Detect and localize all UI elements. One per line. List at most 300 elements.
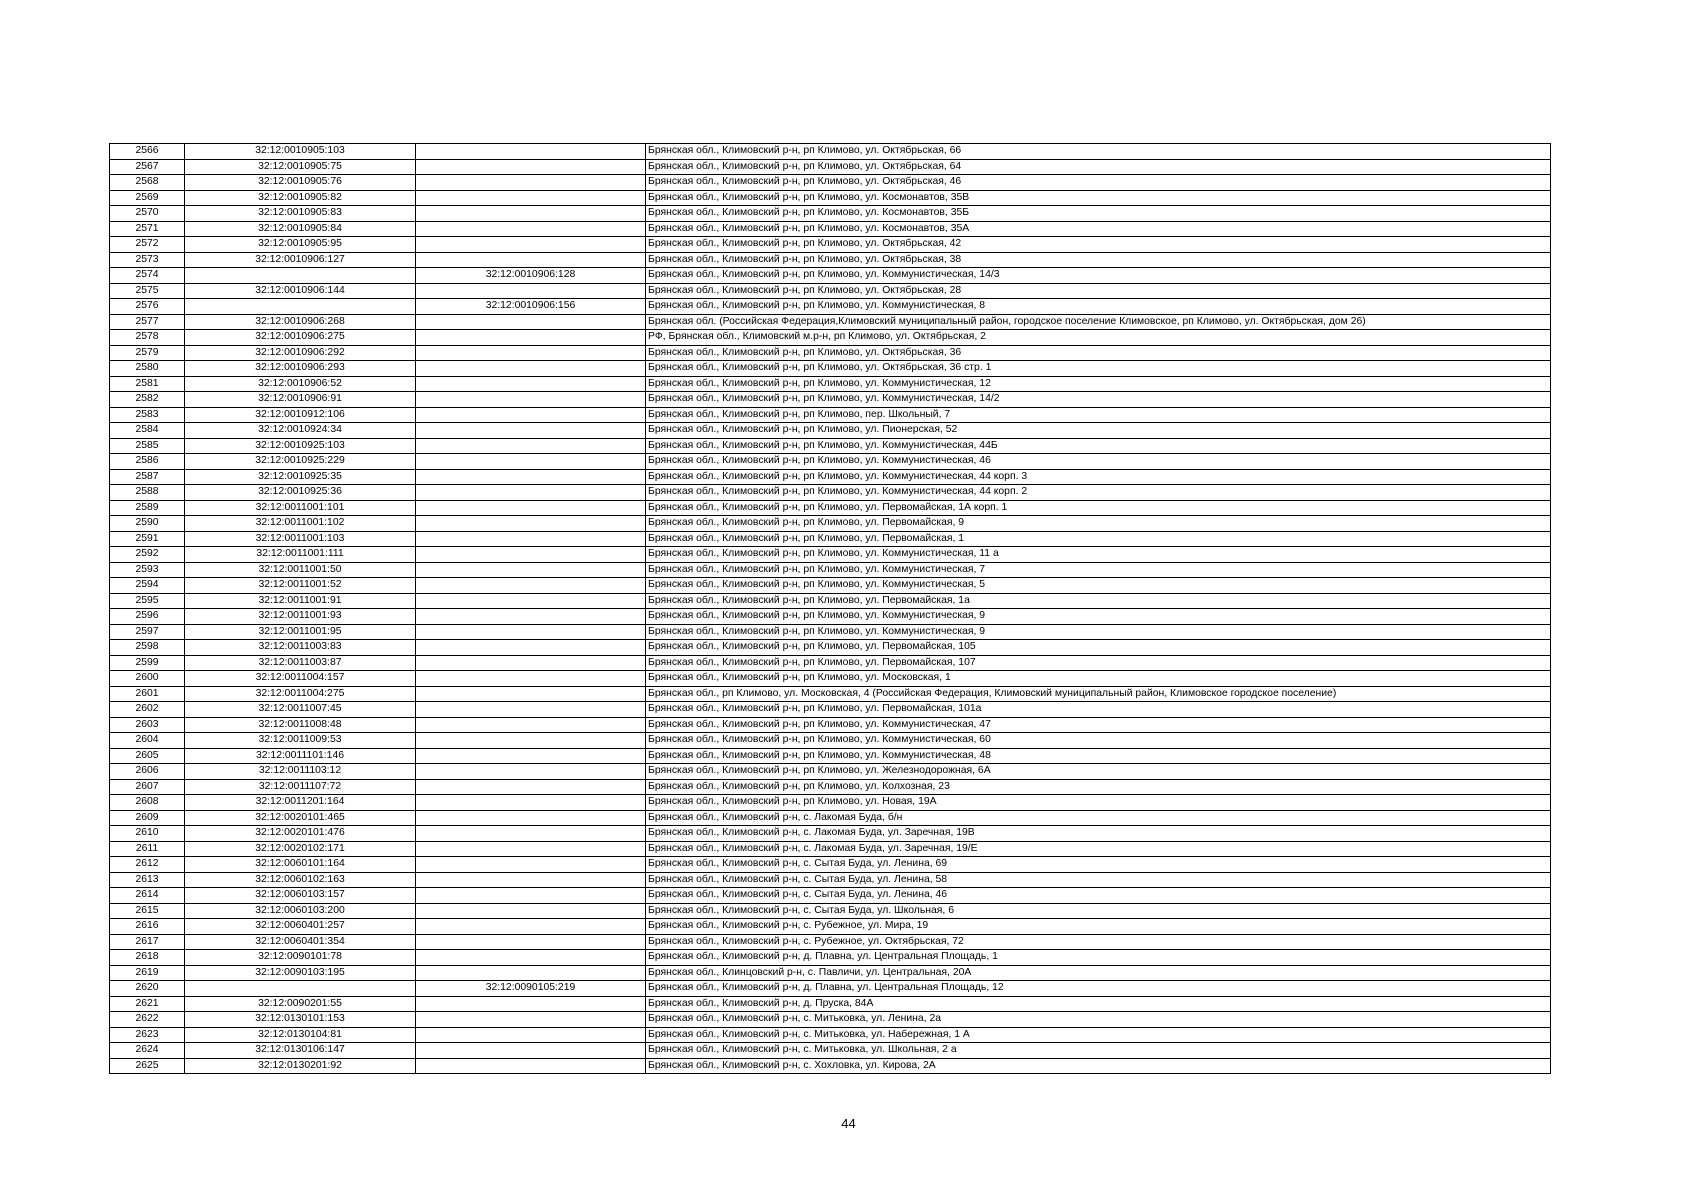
row-number-cell: 2624	[110, 1043, 185, 1059]
row-number-cell: 2579	[110, 345, 185, 361]
address-cell: Брянская обл., Климовский р-н, с. Митьковка, ул. Набережная, 1 А	[646, 1027, 1551, 1043]
table-row	[110, 841, 1551, 857]
cadastral-number-cell: 32:12:0011003:83	[185, 640, 416, 656]
address-cell: Брянская обл., Климовский р-н, рп Климово, ул. Октябрьская, 46	[646, 175, 1551, 191]
cadastral-number-cell: 32:12:0010925:36	[185, 485, 416, 501]
secondary-cadastral-cell	[416, 888, 646, 904]
secondary-cadastral-cell	[416, 609, 646, 625]
table-row	[110, 795, 1551, 811]
cadastral-number-cell: 32:12:0130101:153	[185, 1012, 416, 1028]
address-cell: Брянская обл., Климовский р-н, рп Климово, ул. Октябрьская, 38	[646, 252, 1551, 268]
row-number-cell: 2580	[110, 361, 185, 377]
address-cell: Брянская обл., Климовский р-н, рп Климово, ул. Коммунистическая, 11 а	[646, 547, 1551, 563]
secondary-cadastral-cell: 32:12:0010906:128	[416, 268, 646, 284]
address-cell: Брянская обл., Климовский р-н, рп Климово, ул. Первомайская, 101а	[646, 702, 1551, 718]
cadastral-number-cell: 32:12:0010925:229	[185, 454, 416, 470]
secondary-cadastral-cell	[416, 237, 646, 253]
address-cell: Брянская обл., Клинцовский р-н, с. Павличи, ул. Центральная, 20А	[646, 965, 1551, 981]
secondary-cadastral-cell	[416, 779, 646, 795]
secondary-cadastral-cell	[416, 314, 646, 330]
secondary-cadastral-cell	[416, 857, 646, 873]
address-cell: Брянская обл., Климовский р-н, д. Пруска, 84А	[646, 996, 1551, 1012]
secondary-cadastral-cell	[416, 841, 646, 857]
secondary-cadastral-cell	[416, 764, 646, 780]
address-cell: Брянская обл., Климовский р-н, рп Климово, ул. Коммунистическая, 44Б	[646, 438, 1551, 454]
cadastral-number-cell: 32:12:0020101:465	[185, 810, 416, 826]
table-row	[110, 1058, 1551, 1074]
secondary-cadastral-cell	[416, 872, 646, 888]
table-row	[110, 547, 1551, 563]
secondary-cadastral-cell	[416, 407, 646, 423]
row-number-cell: 2566	[110, 144, 185, 160]
table-row	[110, 655, 1551, 671]
row-number-cell: 2588	[110, 485, 185, 501]
secondary-cadastral-cell	[416, 438, 646, 454]
address-cell: Брянская обл., Климовский р-н, с. Сытая Буда, ул. Ленина, 69	[646, 857, 1551, 873]
address-cell: Брянская обл., Климовский р-н, рп Климово, ул. Коммунистическая, 46	[646, 454, 1551, 470]
table-row	[110, 950, 1551, 966]
table-row	[110, 299, 1551, 315]
table-row	[110, 810, 1551, 826]
secondary-cadastral-cell	[416, 1012, 646, 1028]
cadastral-number-cell: 32:12:0130106:147	[185, 1043, 416, 1059]
secondary-cadastral-cell	[416, 1043, 646, 1059]
cadastral-number-cell: 32:12:0011004:157	[185, 671, 416, 687]
row-number-cell: 2623	[110, 1027, 185, 1043]
address-cell: Брянская обл., Климовский р-н, рп Климово, ул. Октябрьская, 36	[646, 345, 1551, 361]
cadastral-number-cell: 32:12:0010905:103	[185, 144, 416, 160]
address-cell: Брянская обл., Климовский р-н, рп Климово, ул. Коммунистическая, 60	[646, 733, 1551, 749]
cadastral-number-cell: 32:12:0011107:72	[185, 779, 416, 795]
secondary-cadastral-cell	[416, 640, 646, 656]
table-row	[110, 779, 1551, 795]
address-cell: Брянская обл., Климовский р-н, рп Климово, ул. Первомайская, 107	[646, 655, 1551, 671]
cadastral-number-cell: 32:12:0010906:127	[185, 252, 416, 268]
secondary-cadastral-cell	[416, 671, 646, 687]
cadastral-number-cell: 32:12:0011001:91	[185, 593, 416, 609]
secondary-cadastral-cell	[416, 748, 646, 764]
cadastral-number-cell: 32:12:0090101:78	[185, 950, 416, 966]
secondary-cadastral-cell	[416, 190, 646, 206]
address-cell: Брянская обл., Климовский р-н, с. Сытая Буда, ул. Ленина, 46	[646, 888, 1551, 904]
row-number-cell: 2568	[110, 175, 185, 191]
cadastral-number-cell: 32:12:0010906:293	[185, 361, 416, 377]
table-row	[110, 671, 1551, 687]
address-cell: Брянская обл. (Российская Федерация,Климовский муниципальный район, городское поселение Климовское, рп Климово, ул. Октябрьская, дом 26)	[646, 314, 1551, 330]
table-row	[110, 764, 1551, 780]
secondary-cadastral-cell	[416, 795, 646, 811]
cadastral-number-cell: 32:12:0011001:101	[185, 500, 416, 516]
table-row	[110, 268, 1551, 284]
address-cell: Брянская обл., Климовский р-н, с. Хохловка, ул. Кирова, 2А	[646, 1058, 1551, 1074]
address-cell: Брянская обл., Климовский р-н, с. Лакомая Буда, ул. Заречная, 19В	[646, 826, 1551, 842]
address-cell: Брянская обл., Климовский р-н, рп Климово, ул. Первомайская, 105	[646, 640, 1551, 656]
table-row	[110, 454, 1551, 470]
table-row	[110, 252, 1551, 268]
row-number-cell: 2605	[110, 748, 185, 764]
secondary-cadastral-cell	[416, 516, 646, 532]
address-cell: Брянская обл., Климовский р-н, рп Климово, ул. Октябрьская, 28	[646, 283, 1551, 299]
table-row	[110, 717, 1551, 733]
row-number-cell: 2573	[110, 252, 185, 268]
table-row	[110, 624, 1551, 640]
cadastral-number-cell: 32:12:0011003:87	[185, 655, 416, 671]
address-cell: Брянская обл., Климовский р-н, рп Климово, ул. Октябрьская, 64	[646, 159, 1551, 175]
row-number-cell: 2599	[110, 655, 185, 671]
address-cell: Брянская обл., Климовский р-н, с. Митьковка, ул. Ленина, 2а	[646, 1012, 1551, 1028]
cadastral-number-cell: 32:12:0010906:268	[185, 314, 416, 330]
cadastral-number-cell: 32:12:0060103:157	[185, 888, 416, 904]
cadastral-number-cell: 32:12:0060401:257	[185, 919, 416, 935]
table-row	[110, 144, 1551, 160]
secondary-cadastral-cell	[416, 392, 646, 408]
cadastral-number-cell: 32:12:0011008:48	[185, 717, 416, 733]
secondary-cadastral-cell	[416, 826, 646, 842]
row-number-cell: 2590	[110, 516, 185, 532]
cadastral-number-cell: 32:12:0130201:92	[185, 1058, 416, 1074]
address-cell: Брянская обл., Климовский р-н, рп Климово, ул. Космонавтов, 35В	[646, 190, 1551, 206]
cadastral-number-cell: 32:12:0011001:93	[185, 609, 416, 625]
secondary-cadastral-cell	[416, 965, 646, 981]
address-cell: Брянская обл., Климовский р-н, с. Лакомая Буда, ул. Заречная, 19/Е	[646, 841, 1551, 857]
row-number-cell: 2614	[110, 888, 185, 904]
table-row	[110, 469, 1551, 485]
cadastral-number-cell: 32:12:0011101:146	[185, 748, 416, 764]
row-number-cell: 2619	[110, 965, 185, 981]
row-number-cell: 2613	[110, 872, 185, 888]
cadastral-number-cell: 32:12:0060401:354	[185, 934, 416, 950]
row-number-cell: 2611	[110, 841, 185, 857]
table-row	[110, 1027, 1551, 1043]
row-number-cell: 2582	[110, 392, 185, 408]
row-number-cell: 2584	[110, 423, 185, 439]
secondary-cadastral-cell	[416, 578, 646, 594]
cadastral-number-cell: 32:12:0010925:103	[185, 438, 416, 454]
address-cell: Брянская обл., Климовский р-н, с. Лакомая Буда, б/н	[646, 810, 1551, 826]
row-number-cell: 2593	[110, 562, 185, 578]
property-registry-table	[109, 143, 1551, 1074]
cadastral-number-cell: 32:12:0130104:81	[185, 1027, 416, 1043]
row-number-cell: 2581	[110, 376, 185, 392]
table-row	[110, 981, 1551, 997]
table-row	[110, 686, 1551, 702]
table-row	[110, 206, 1551, 222]
address-cell: Брянская обл., Климовский р-н, рп Климово, ул. Космонавтов, 35А	[646, 221, 1551, 237]
row-number-cell: 2601	[110, 686, 185, 702]
table-row	[110, 919, 1551, 935]
row-number-cell: 2594	[110, 578, 185, 594]
cadastral-number-cell: 32:12:0010906:91	[185, 392, 416, 408]
address-cell: Брянская обл., Климовский р-н, рп Климово, ул. Коммунистическая, 8	[646, 299, 1551, 315]
address-cell: Брянская обл., Климовский р-н, с. Сытая Буда, ул. Школьная, 6	[646, 903, 1551, 919]
row-number-cell: 2576	[110, 299, 185, 315]
row-number-cell: 2606	[110, 764, 185, 780]
address-cell: Брянская обл., Климовский р-н, рп Климово, ул. Коммунистическая, 44 корп. 2	[646, 485, 1551, 501]
table-row	[110, 934, 1551, 950]
cadastral-number-cell: 32:12:0010906:52	[185, 376, 416, 392]
secondary-cadastral-cell	[416, 593, 646, 609]
secondary-cadastral-cell	[416, 624, 646, 640]
row-number-cell: 2621	[110, 996, 185, 1012]
address-cell: Брянская обл., Климовский р-н, рп Климово, ул. Коммунистическая, 12	[646, 376, 1551, 392]
address-cell: РФ, Брянская обл., Климовский м.р-н, рп Климово, ул. Октябрьская, 2	[646, 330, 1551, 346]
table-row	[110, 888, 1551, 904]
table-row	[110, 407, 1551, 423]
cadastral-number-cell: 32:12:0011001:50	[185, 562, 416, 578]
row-number-cell: 2610	[110, 826, 185, 842]
table-row	[110, 345, 1551, 361]
cadastral-number-cell: 32:12:0020102:171	[185, 841, 416, 857]
row-number-cell: 2602	[110, 702, 185, 718]
secondary-cadastral-cell	[416, 733, 646, 749]
table-row	[110, 190, 1551, 206]
table-row	[110, 1043, 1551, 1059]
table-row	[110, 578, 1551, 594]
row-number-cell: 2585	[110, 438, 185, 454]
cadastral-number-cell: 32:12:0060103:200	[185, 903, 416, 919]
cadastral-number-cell: 32:12:0011001:111	[185, 547, 416, 563]
address-cell: Брянская обл., Климовский р-н, рп Климово, ул. Пионерская, 52	[646, 423, 1551, 439]
row-number-cell: 2574	[110, 268, 185, 284]
address-cell: Брянская обл., Климовский р-н, рп Климово, ул. Коммунистическая, 14/2	[646, 392, 1551, 408]
secondary-cadastral-cell	[416, 361, 646, 377]
row-number-cell: 2567	[110, 159, 185, 175]
table-row	[110, 314, 1551, 330]
secondary-cadastral-cell	[416, 950, 646, 966]
secondary-cadastral-cell	[416, 330, 646, 346]
row-number-cell: 2607	[110, 779, 185, 795]
address-cell: Брянская обл., Климовский р-н, с. Митьковка, ул. Школьная, 2 а	[646, 1043, 1551, 1059]
secondary-cadastral-cell	[416, 996, 646, 1012]
table-row	[110, 531, 1551, 547]
row-number-cell: 2625	[110, 1058, 185, 1074]
secondary-cadastral-cell	[416, 345, 646, 361]
secondary-cadastral-cell	[416, 810, 646, 826]
cadastral-number-cell: 32:12:0011103:12	[185, 764, 416, 780]
row-number-cell: 2615	[110, 903, 185, 919]
row-number-cell: 2570	[110, 206, 185, 222]
table-row	[110, 330, 1551, 346]
table-row	[110, 748, 1551, 764]
cadastral-number-cell	[185, 981, 416, 997]
secondary-cadastral-cell	[416, 159, 646, 175]
table-row	[110, 376, 1551, 392]
secondary-cadastral-cell	[416, 252, 646, 268]
table-row	[110, 640, 1551, 656]
cadastral-number-cell: 32:12:0011001:103	[185, 531, 416, 547]
secondary-cadastral-cell	[416, 562, 646, 578]
cadastral-number-cell: 32:12:0010906:292	[185, 345, 416, 361]
address-cell: Брянская обл., Климовский р-н, рп Климово, ул. Первомайская, 9	[646, 516, 1551, 532]
registry-body	[110, 144, 1551, 1074]
secondary-cadastral-cell	[416, 717, 646, 733]
row-number-cell: 2569	[110, 190, 185, 206]
address-cell: Брянская обл., Климовский р-н, рп Климово, ул. Коммунистическая, 9	[646, 624, 1551, 640]
row-number-cell: 2597	[110, 624, 185, 640]
cadastral-number-cell: 32:12:0010925:35	[185, 469, 416, 485]
row-number-cell: 2575	[110, 283, 185, 299]
cadastral-number-cell: 32:12:0010905:95	[185, 237, 416, 253]
secondary-cadastral-cell	[416, 934, 646, 950]
address-cell: Брянская обл., Климовский р-н, рп Климово, ул. Октябрьская, 36 стр. 1	[646, 361, 1551, 377]
address-cell: Брянская обл., Климовский р-н, рп Климово, ул. Октябрьская, 42	[646, 237, 1551, 253]
cadastral-number-cell: 32:12:0010905:84	[185, 221, 416, 237]
row-number-cell: 2596	[110, 609, 185, 625]
address-cell: Брянская обл., Климовский р-н, д. Плавна, ул. Центральная Площадь, 1	[646, 950, 1551, 966]
cadastral-number-cell: 32:12:0011007:45	[185, 702, 416, 718]
address-cell: Брянская обл., рп Климово, ул. Московская, 4 (Российская Федерация, Климовский муниципальный район, Климовское городское поселение)	[646, 686, 1551, 702]
secondary-cadastral-cell	[416, 903, 646, 919]
table-row	[110, 826, 1551, 842]
row-number-cell: 2583	[110, 407, 185, 423]
table-row	[110, 593, 1551, 609]
row-number-cell: 2591	[110, 531, 185, 547]
cadastral-number-cell: 32:12:0010905:75	[185, 159, 416, 175]
secondary-cadastral-cell	[416, 485, 646, 501]
secondary-cadastral-cell	[416, 376, 646, 392]
address-cell: Брянская обл., Климовский р-н, рп Климово, ул. Колхозная, 23	[646, 779, 1551, 795]
address-cell: Брянская обл., Климовский р-н, д. Плавна, ул. Центральная Площадь, 12	[646, 981, 1551, 997]
address-cell: Брянская обл., Климовский р-н, рп Климово, ул. Железнодорожная, 6А	[646, 764, 1551, 780]
cadastral-number-cell: 32:12:0010912:106	[185, 407, 416, 423]
secondary-cadastral-cell	[416, 686, 646, 702]
address-cell: Брянская обл., Климовский р-н, рп Климово, ул. Октябрьская, 66	[646, 144, 1551, 160]
table-row	[110, 702, 1551, 718]
row-number-cell: 2595	[110, 593, 185, 609]
row-number-cell: 2578	[110, 330, 185, 346]
secondary-cadastral-cell	[416, 423, 646, 439]
address-cell: Брянская обл., Климовский р-н, рп Климово, ул. Коммунистическая, 5	[646, 578, 1551, 594]
table-row	[110, 175, 1551, 191]
table-row	[110, 609, 1551, 625]
cadastral-number-cell: 32:12:0010906:275	[185, 330, 416, 346]
secondary-cadastral-cell	[416, 655, 646, 671]
address-cell: Брянская обл., Климовский р-н, рп Климово, ул. Московская, 1	[646, 671, 1551, 687]
cadastral-number-cell: 32:12:0060102:163	[185, 872, 416, 888]
cadastral-number-cell	[185, 268, 416, 284]
cadastral-number-cell	[185, 299, 416, 315]
table-row	[110, 361, 1551, 377]
cadastral-number-cell: 32:12:0090103:195	[185, 965, 416, 981]
table-row	[110, 1012, 1551, 1028]
cadastral-number-cell: 32:12:0010924:34	[185, 423, 416, 439]
secondary-cadastral-cell	[416, 702, 646, 718]
row-number-cell: 2592	[110, 547, 185, 563]
row-number-cell: 2600	[110, 671, 185, 687]
table-row	[110, 733, 1551, 749]
table-row	[110, 237, 1551, 253]
address-cell: Брянская обл., Климовский р-н, рп Климово, ул. Первомайская, 1а	[646, 593, 1551, 609]
cadastral-number-cell: 32:12:0011001:102	[185, 516, 416, 532]
cadastral-number-cell: 32:12:0010905:82	[185, 190, 416, 206]
address-cell: Брянская обл., Климовский р-н, рп Климово, ул. Коммунистическая, 44 корп. 3	[646, 469, 1551, 485]
cadastral-number-cell: 32:12:0020101:476	[185, 826, 416, 842]
table-row	[110, 438, 1551, 454]
row-number-cell: 2608	[110, 795, 185, 811]
row-number-cell: 2589	[110, 500, 185, 516]
cadastral-number-cell: 32:12:0011009:53	[185, 733, 416, 749]
address-cell: Брянская обл., Климовский р-н, рп Климово, пер. Школьный, 7	[646, 407, 1551, 423]
row-number-cell: 2620	[110, 981, 185, 997]
address-cell: Брянская обл., Климовский р-н, рп Климово, ул. Новая, 19А	[646, 795, 1551, 811]
secondary-cadastral-cell	[416, 1058, 646, 1074]
cadastral-number-cell: 32:12:0060101:164	[185, 857, 416, 873]
address-cell: Брянская обл., Климовский р-н, с. Рубежное, ул. Октябрьская, 72	[646, 934, 1551, 950]
table-row	[110, 392, 1551, 408]
cadastral-number-cell: 32:12:0010906:144	[185, 283, 416, 299]
table-row	[110, 500, 1551, 516]
secondary-cadastral-cell	[416, 500, 646, 516]
row-number-cell: 2617	[110, 934, 185, 950]
table-row	[110, 996, 1551, 1012]
table-row	[110, 562, 1551, 578]
row-number-cell: 2612	[110, 857, 185, 873]
table-row	[110, 485, 1551, 501]
secondary-cadastral-cell	[416, 206, 646, 222]
address-cell: Брянская обл., Климовский р-н, с. Сытая Буда, ул. Ленина, 58	[646, 872, 1551, 888]
address-cell: Брянская обл., Климовский р-н, рп Климово, ул. Коммунистическая, 14/3	[646, 268, 1551, 284]
secondary-cadastral-cell	[416, 1027, 646, 1043]
secondary-cadastral-cell	[416, 175, 646, 191]
row-number-cell: 2618	[110, 950, 185, 966]
address-cell: Брянская обл., Климовский р-н, рп Климово, ул. Первомайская, 1	[646, 531, 1551, 547]
row-number-cell: 2586	[110, 454, 185, 470]
row-number-cell: 2604	[110, 733, 185, 749]
secondary-cadastral-cell	[416, 144, 646, 160]
secondary-cadastral-cell	[416, 919, 646, 935]
cadastral-number-cell: 32:12:0011201:164	[185, 795, 416, 811]
cadastral-number-cell: 32:12:0011001:52	[185, 578, 416, 594]
secondary-cadastral-cell	[416, 469, 646, 485]
cadastral-number-cell: 32:12:0090201:55	[185, 996, 416, 1012]
table-row	[110, 159, 1551, 175]
table-row	[110, 516, 1551, 532]
secondary-cadastral-cell: 32:12:0010906:156	[416, 299, 646, 315]
address-cell: Брянская обл., Климовский р-н, рп Климово, ул. Коммунистическая, 47	[646, 717, 1551, 733]
secondary-cadastral-cell	[416, 531, 646, 547]
secondary-cadastral-cell	[416, 221, 646, 237]
row-number-cell: 2622	[110, 1012, 185, 1028]
row-number-cell: 2587	[110, 469, 185, 485]
table-row	[110, 283, 1551, 299]
table-row	[110, 221, 1551, 237]
row-number-cell: 2572	[110, 237, 185, 253]
secondary-cadastral-cell	[416, 547, 646, 563]
table-row	[110, 872, 1551, 888]
cadastral-number-cell: 32:12:0010905:83	[185, 206, 416, 222]
address-cell: Брянская обл., Климовский р-н, рп Климово, ул. Первомайская, 1А корп. 1	[646, 500, 1551, 516]
row-number-cell: 2603	[110, 717, 185, 733]
table-row	[110, 857, 1551, 873]
row-number-cell: 2609	[110, 810, 185, 826]
page-number: 44	[841, 1116, 856, 1131]
row-number-cell: 2577	[110, 314, 185, 330]
row-number-cell: 2616	[110, 919, 185, 935]
address-cell: Брянская обл., Климовский р-н, с. Рубежное, ул. Мира, 19	[646, 919, 1551, 935]
cadastral-number-cell: 32:12:0011001:95	[185, 624, 416, 640]
table-row	[110, 423, 1551, 439]
cadastral-number-cell: 32:12:0010905:76	[185, 175, 416, 191]
row-number-cell: 2571	[110, 221, 185, 237]
secondary-cadastral-cell	[416, 454, 646, 470]
table-row	[110, 903, 1551, 919]
row-number-cell: 2598	[110, 640, 185, 656]
cadastral-number-cell: 32:12:0011004:275	[185, 686, 416, 702]
address-cell: Брянская обл., Климовский р-н, рп Климово, ул. Коммунистическая, 48	[646, 748, 1551, 764]
secondary-cadastral-cell	[416, 283, 646, 299]
secondary-cadastral-cell: 32:12:0090105:219	[416, 981, 646, 997]
address-cell: Брянская обл., Климовский р-н, рп Климово, ул. Космонавтов, 35Б	[646, 206, 1551, 222]
